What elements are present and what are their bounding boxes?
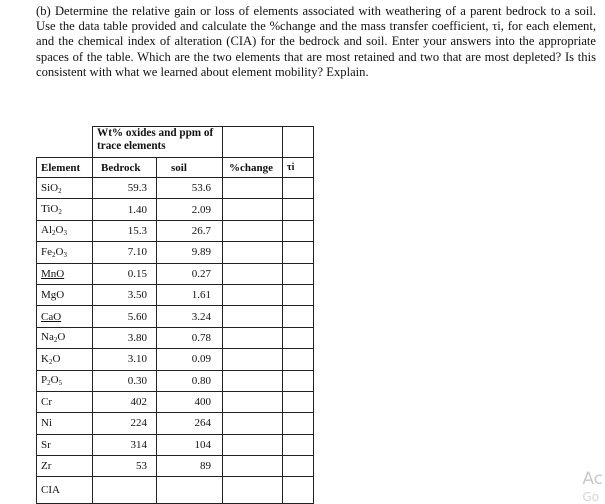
bedrock-cell: 5.60: [93, 306, 157, 327]
pct-change-cell[interactable]: [223, 349, 283, 370]
table-row: [37, 263, 314, 284]
pct-change-cell[interactable]: [223, 370, 283, 391]
soil-cell: 0.78: [157, 327, 223, 348]
pct-change-cell[interactable]: [223, 178, 283, 199]
table-column-header-row: [37, 158, 314, 178]
table-row: [37, 306, 314, 327]
group-header-cell: [93, 127, 223, 158]
bedrock-cell: 402: [93, 391, 157, 412]
pct-change-cell[interactable]: [223, 456, 283, 477]
soil-cell: 26.7: [157, 220, 223, 241]
pct-change-cell[interactable]: [223, 242, 283, 263]
table-row: [37, 327, 314, 348]
element-cell: $K_2O$: [37, 349, 93, 370]
cia-bedrock-cell[interactable]: [93, 477, 157, 504]
table-row: [37, 178, 314, 199]
header-tau: τi: [283, 158, 314, 178]
cia-pct-change-cell[interactable]: [223, 477, 283, 504]
element-cell: $Na_2O$: [37, 327, 93, 348]
table-row: [37, 370, 314, 391]
question-text: (b) Determine the relative gain or loss of elements associated with weathering of a parent bedrock to a soil. Use the data table provided and calculate the %change and the mass transfer coefficient, τi, for each element, and the chemical index of alteration (CIA) for the bedrock and soil. Enter your answers into the appropriate spaces of the table. Which are the two elements that are most retained and two that are most depleted? Is this consistent with what we learned about element mobility? Explain.: [36, 4, 596, 79]
tau-cell[interactable]: [283, 456, 314, 477]
watermark-text-2: Go: [582, 490, 599, 504]
empty-header-cell: [283, 127, 314, 158]
element-cell: SiO$_2$: [37, 178, 93, 199]
element-cell: $P_2O_5$: [37, 370, 93, 391]
soil-cell: 89: [157, 456, 223, 477]
soil-cell: 3.24: [157, 306, 223, 327]
element-cell: Ni: [37, 413, 93, 434]
pct-change-cell[interactable]: [223, 306, 283, 327]
header-pct-change: %change: [223, 158, 283, 178]
bedrock-cell: 53: [93, 456, 157, 477]
pct-change-cell[interactable]: [223, 327, 283, 348]
element-cell: $Fe_2O_3$: [37, 242, 93, 263]
element-cell: Sr: [37, 434, 93, 455]
tau-cell[interactable]: [283, 199, 314, 220]
tau-cell[interactable]: [283, 327, 314, 348]
bedrock-cell: 3.10: [93, 349, 157, 370]
watermark-text: Ac: [582, 469, 603, 489]
tau-cell[interactable]: [283, 284, 314, 305]
bedrock-cell: 0.15: [93, 263, 157, 284]
element-cell: TiO$_2$: [37, 199, 93, 220]
table-row: [37, 220, 314, 241]
tau-cell[interactable]: [283, 220, 314, 241]
soil-cell: 53.6: [157, 178, 223, 199]
bedrock-cell: 224: [93, 413, 157, 434]
soil-cell: 1.61: [157, 284, 223, 305]
table-row: [37, 413, 314, 434]
bedrock-cell: 0.30: [93, 370, 157, 391]
empty-corner-cell: [37, 127, 93, 158]
bedrock-cell: 7.10: [93, 242, 157, 263]
pct-change-cell[interactable]: [223, 413, 283, 434]
soil-cell: 104: [157, 434, 223, 455]
soil-cell: 400: [157, 391, 223, 412]
table-row: [37, 242, 314, 263]
cia-soil-cell[interactable]: [157, 477, 223, 504]
table-group-header-row: [37, 127, 314, 158]
bedrock-cell: 59.3: [93, 178, 157, 199]
cia-tau-cell[interactable]: [283, 477, 314, 504]
soil-cell: 9.89: [157, 242, 223, 263]
soil-cell: 0.09: [157, 349, 223, 370]
pct-change-cell[interactable]: [223, 391, 283, 412]
element-cell: MgO: [37, 284, 93, 305]
pct-change-cell[interactable]: [223, 199, 283, 220]
pct-change-cell[interactable]: [223, 434, 283, 455]
soil-cell: 264: [157, 413, 223, 434]
element-cell: MnO: [37, 263, 93, 284]
tau-cell[interactable]: [283, 263, 314, 284]
bedrock-cell: 3.80: [93, 327, 157, 348]
element-cell: CaO: [37, 306, 93, 327]
soil-cell: 0.80: [157, 370, 223, 391]
element-cell: Cr: [37, 391, 93, 412]
element-cell: $Al_2O_3$: [37, 220, 93, 241]
tau-cell[interactable]: [283, 370, 314, 391]
table-row-cia: [37, 477, 314, 504]
tau-cell[interactable]: [283, 391, 314, 412]
tau-cell[interactable]: [283, 242, 314, 263]
table-row: [37, 284, 314, 305]
empty-header-cell: [223, 127, 283, 158]
tau-cell[interactable]: [283, 434, 314, 455]
pct-change-cell[interactable]: [223, 284, 283, 305]
header-bedrock: Bedrock: [93, 158, 157, 178]
group-header-label: Wt% oxides and ppm of trace elements: [97, 127, 214, 152]
bedrock-cell: 3.50: [93, 284, 157, 305]
tau-cell[interactable]: [283, 306, 314, 327]
tau-cell[interactable]: [283, 413, 314, 434]
table-row: [37, 349, 314, 370]
tau-cell[interactable]: [283, 178, 314, 199]
cia-label-cell: CIA: [37, 477, 93, 504]
soil-cell: 0.27: [157, 263, 223, 284]
pct-change-cell[interactable]: [223, 220, 283, 241]
soil-cell: 2.09: [157, 199, 223, 220]
tau-cell[interactable]: [283, 349, 314, 370]
element-cell: Zr: [37, 456, 93, 477]
pct-change-cell[interactable]: [223, 263, 283, 284]
bedrock-cell: 1.40: [93, 199, 157, 220]
header-element: Element: [37, 158, 93, 178]
table-row: [37, 434, 314, 455]
table-row: [37, 199, 314, 220]
table-row: [37, 391, 314, 412]
bedrock-cell: 314: [93, 434, 157, 455]
header-soil: soil: [157, 158, 223, 178]
bedrock-cell: 15.3: [93, 220, 157, 241]
table-row: [37, 456, 314, 477]
data-table: [36, 126, 314, 504]
